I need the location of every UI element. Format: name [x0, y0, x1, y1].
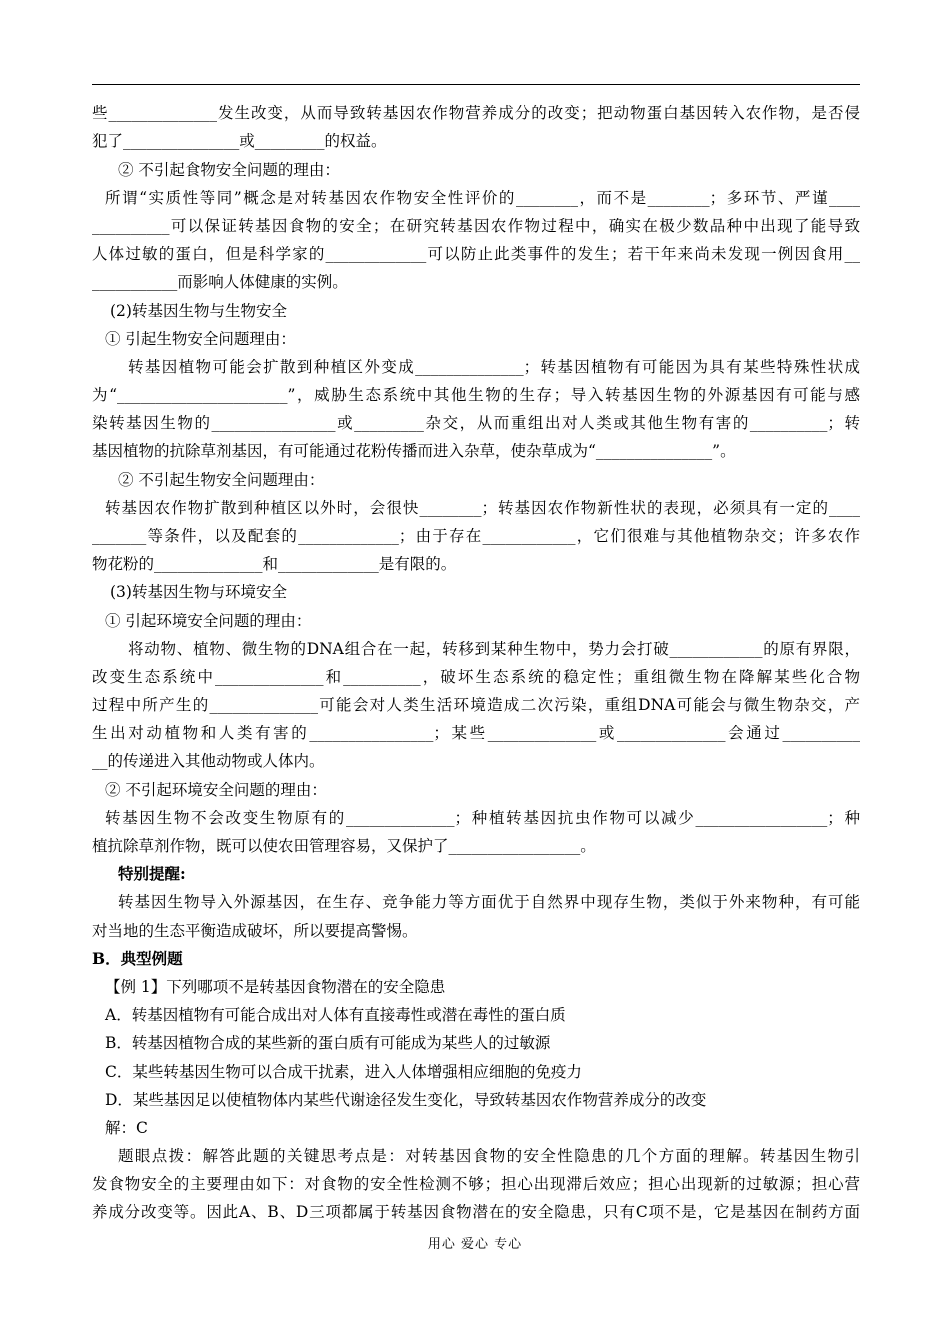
- text-line: 题眼点拨：解答此题的关键思考点是：对转基因食物的安全性隐患的几个方面的理解。转基因生物引: [118, 1147, 860, 1165]
- option-d: D．某些基因足以使植物体内某些代谢途径发生变化，导致转基因农作物营养成分的改变: [105, 1091, 707, 1109]
- header-rule: [92, 84, 860, 85]
- special-reminder-heading: 特别提醒:: [118, 864, 186, 883]
- text-line: 犯了_______________或_________的权益。: [92, 132, 387, 150]
- text-line: 所谓“实质性等同”概念是对转基因农作物安全性评价的________，而不是________；多环节、严谨____: [105, 189, 860, 207]
- text-line: 将动物、植物、微生物的DNA组合在一起，转移到某种生物中，势力会打破____________的原有界限，: [128, 640, 860, 658]
- text-line: _______等条件，以及配套的_____________；由于存在____________，它们很难与其他植物杂交；许多农作: [92, 527, 860, 545]
- option-b: B．转基因植物合成的某些新的蛋白质有可能成为某些人的过敏源: [105, 1034, 551, 1052]
- text-line: 物花粉的______________和_____________是有限的。: [92, 555, 457, 573]
- text-line: 生出对动植物和人类有害的________________；某些______________或______________会通过__________: [92, 724, 860, 742]
- text-line: 对当地的生态平衡造成破坏，所以要提高警惕。: [92, 922, 418, 940]
- text-line: ② 不引起生物安全问题理由：: [118, 471, 325, 489]
- text-line: 转基因农作物扩散到种植区以外时，会很快________；转基因农作物新性状的表现，必须具有一定的____: [105, 499, 860, 517]
- text-line: __的传递进入其他动物或人体内。: [92, 752, 325, 770]
- option-a: A．转基因植物有可能合成出对人体有直接毒性或潜在毒性的蛋白质: [105, 1006, 566, 1024]
- text-line: 为“______________________”，威胁生态系统中其他生物的生存；导入转基因生物的外源基因有可能与感: [92, 386, 860, 404]
- example-question: 【例 1】下列哪项不是转基因食物潜在的安全隐患: [105, 978, 446, 996]
- text-line: 基因植物的抗除草剂基因，有可能通过花粉传播而进入杂草，使杂草成为“_______________”。: [92, 442, 736, 460]
- text-line: 染转基因生物的________________或_________杂交，从而重组出对人类或其他生物有害的__________；转: [92, 414, 860, 432]
- text-line: 转基因生物不会改变生物原有的______________；种植转基因抗虫作物可以减少_________________；种: [105, 809, 860, 827]
- text-line: 改变生态系统中______________和__________，破坏生态系统的稳定性；重组微生物在降解某些化合物: [92, 668, 860, 686]
- text-line: ___________而影响人体健康的实例。: [92, 273, 348, 291]
- text-line: __________可以保证转基因食物的安全；在研究转基因农作物过程中，确实在极少数品种中出现了能导致: [92, 217, 860, 235]
- section-heading-examples: B．典型例题: [92, 949, 183, 968]
- page-footer: 用心 爱心 专心: [427, 1237, 523, 1252]
- answer: 解：C: [105, 1119, 148, 1137]
- text-line: ② 不引起食物安全问题的理由：: [118, 161, 340, 179]
- text-line: ① 引起环境安全问题的理由：: [105, 612, 312, 630]
- text-line: 转基因生物导入外源基因，在生存、竞争能力等方面优于自然界中现存生物，类似于外来物种，有可能: [118, 893, 860, 911]
- option-c: C．某些转基因生物可以合成干扰素，进入人体增强相应细胞的免疫力: [105, 1063, 582, 1081]
- text-line: 养成分改变等。因此A、B、D三项都属于转基因食物潜在的安全隐患，只有C项不是，它是基因在制药方面: [92, 1203, 860, 1221]
- text-line: 过程中所产生的______________可能会对人类生活环境造成二次污染，重组DNA可能会与微生物杂交，产: [92, 696, 860, 714]
- text-line: ① 引起生物安全问题理由：: [105, 330, 296, 348]
- text-line: ② 不引起环境安全问题的理由：: [105, 781, 327, 799]
- section-heading: (2)转基因生物与生物安全: [110, 302, 287, 320]
- text-line: 些______________发生改变，从而导致转基因农作物营养成分的改变；把动物蛋白基因转入农作物，是否侵: [92, 104, 860, 122]
- text-line: 人体过敏的蛋白，但是科学家的_____________可以防止此类事件的发生；若干年来尚未发现一例因食用__: [92, 245, 860, 263]
- text-line: 发食物安全的主要理由如下：对食物的安全性检测不够；担心出现滞后效应；担心出现新的过敏源；担心营: [92, 1175, 860, 1193]
- section-heading: (3)转基因生物与环境安全: [110, 583, 287, 601]
- text-line: 转基因植物可能会扩散到种植区外变成______________；转基因植物有可能因为具有某些特殊性状成: [128, 358, 860, 376]
- text-line: 植抗除草剂作物，既可以使农田管理容易，又保护了_________________。: [92, 837, 596, 855]
